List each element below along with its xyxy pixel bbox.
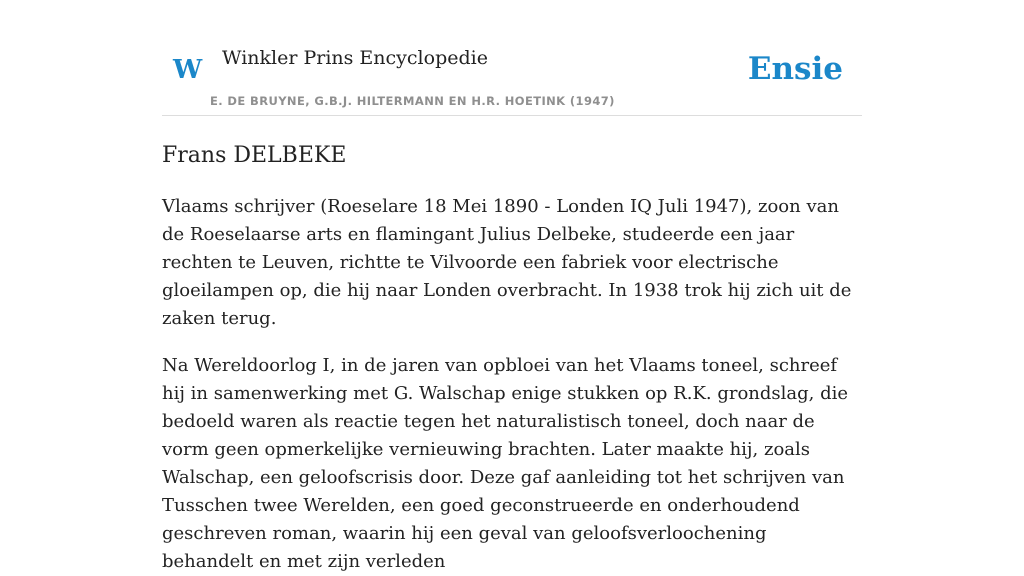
article-paragraph: Vlaams schrijver (Roeselare 18 Mei 1890 - Londen IQ Juli 1947), zoon van de Roeselaarse arts en flamingant Julius Delbeke, studeerde een jaar rechten te Leuven, richtte te Vilvoorde een fabriek voor electrische gloeilampen op, die hij naar Londen overbracht. In 1938 trok hij zich uit de zaken terug.	[162, 196, 852, 329]
ensie-logo-link[interactable]: Ensie	[747, 51, 843, 87]
publication-header	[162, 0, 862, 116]
publication-title[interactable]: Winkler Prins Encyclopedie	[222, 47, 488, 69]
publication-logo[interactable]: W	[173, 55, 203, 85]
page	[162, 0, 862, 576]
publication-authors: E. DE BRUYNE, G.B.J. HILTERMANN EN H.R. HOETINK (1947)	[210, 94, 615, 108]
article-title: Frans DELBEKE	[162, 143, 347, 168]
article-paragraph: Na Wereldoorlog I, in de jaren van opbloei van het Vlaams toneel, schreef hij in samenwerking met G. Walschap enige stukken op R.K. grondslag, die bedoeld waren als reactie tegen het naturalistisch toneel, doch naar de vorm geen opmerkelijke vernieuwing brachten. Later maakte hij, zoals Walschap, een geloofscrisis door. Deze gaf aanleiding tot het schrijven van Tusschen twee Werelden, een goed geconstrueerde en onderhoudend geschreven roman, waarin hij een geval van geloofsverloochening behandelt en met zijn verleden	[162, 355, 849, 572]
